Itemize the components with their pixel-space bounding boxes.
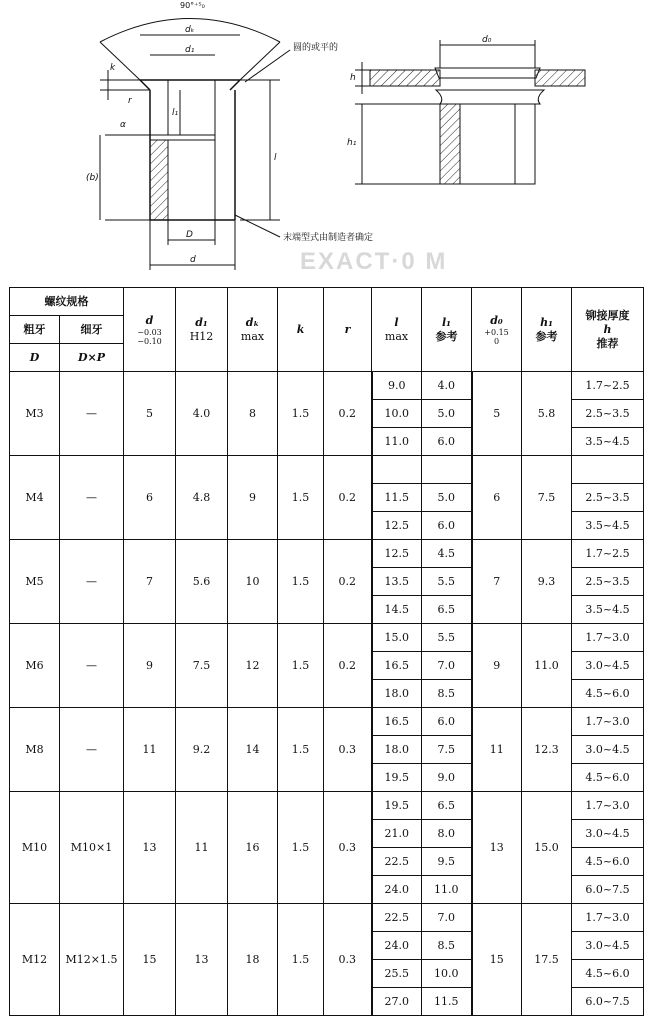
cell-h: 4.5~6.0 (572, 680, 644, 708)
cell-d1: 4.8 (176, 456, 228, 540)
cell-l1: 6.5 (422, 792, 472, 820)
cell-coarse-thread: M8 (10, 708, 60, 792)
b-label: (b) (86, 173, 99, 183)
cell-l1: 5.0 (422, 484, 472, 512)
table-body (10, 372, 644, 1016)
cell-l1: 7.0 (422, 904, 472, 932)
cell-d0: 15 (472, 904, 522, 1016)
cell-d: 5 (124, 372, 176, 456)
dk-label: dₖ (185, 25, 195, 35)
left-view (100, 19, 290, 271)
header-l1: l₁ 参考 (422, 288, 472, 372)
table-header (10, 288, 644, 372)
cell-k: 1.5 (278, 708, 324, 792)
cell-d0: 9 (472, 624, 522, 708)
header-d0: d₀ +0.15 0 (472, 288, 522, 372)
cell-h1: 7.5 (522, 456, 572, 540)
cell-d1: 11 (176, 792, 228, 904)
cell-dk: 8 (228, 372, 278, 456)
cell-d: 9 (124, 624, 176, 708)
cell-l1: 4.5 (422, 540, 472, 568)
cell-l: 25.5 (372, 960, 422, 988)
cell-l: 27.0 (372, 988, 422, 1016)
note-end: 末端型式由制造者确定 (283, 233, 374, 243)
note-round: 圆的或平的 (293, 43, 339, 53)
d0-label: d₀ (482, 35, 492, 45)
h1-label: h₁ (347, 138, 357, 148)
cell-l1: 11.5 (422, 988, 472, 1016)
cell-h: 6.0~7.5 (572, 876, 644, 904)
cell-h: 3.0~4.5 (572, 736, 644, 764)
cell-l: 10.0 (372, 400, 422, 428)
cell-fine-thread: — (60, 540, 124, 624)
cell-h (572, 456, 644, 484)
cell-fine-thread: — (60, 456, 124, 540)
cell-d1: 4.0 (176, 372, 228, 456)
cell-coarse-thread: M10 (10, 792, 60, 904)
D-label: D (186, 230, 193, 240)
cell-l: 15.0 (372, 624, 422, 652)
header-coarse: 粗牙 (10, 316, 60, 344)
cell-l1: 5.5 (422, 624, 472, 652)
cell-k: 1.5 (278, 904, 324, 1016)
cell-d: 7 (124, 540, 176, 624)
table-row (10, 904, 644, 932)
header-l: l max (372, 288, 422, 372)
k-label: k (110, 63, 116, 73)
cell-l: 11.5 (372, 484, 422, 512)
cell-l: 16.5 (372, 652, 422, 680)
cell-l1: 8.5 (422, 932, 472, 960)
angle-label: 90°⁺⁵₀ (180, 1, 205, 10)
cell-h: 6.0~7.5 (572, 988, 644, 1016)
cell-r: 0.2 (324, 456, 372, 540)
cell-fine-thread: M12×1.5 (60, 904, 124, 1016)
cell-dk: 12 (228, 624, 278, 708)
cell-l1: 7.0 (422, 652, 472, 680)
cell-l1: 6.5 (422, 596, 472, 624)
cell-coarse-thread: M12 (10, 904, 60, 1016)
cell-l1: 9.5 (422, 848, 472, 876)
alpha-label: α (120, 120, 126, 130)
cell-h1: 15.0 (522, 792, 572, 904)
right-view (355, 40, 585, 184)
cell-h: 4.5~6.0 (572, 960, 644, 988)
header-dk: dₖ max (228, 288, 278, 372)
watermark: EXACT·0 M (300, 248, 448, 275)
cell-h1: 5.8 (522, 372, 572, 456)
spec-table (9, 287, 644, 1016)
header-fine-sym: D×P (60, 344, 124, 372)
cell-d0: 11 (472, 708, 522, 792)
cell-d1: 13 (176, 904, 228, 1016)
header-fine: 细牙 (60, 316, 124, 344)
cell-r: 0.3 (324, 708, 372, 792)
cell-h: 4.5~6.0 (572, 848, 644, 876)
cell-d1: 7.5 (176, 624, 228, 708)
cell-l: 16.5 (372, 708, 422, 736)
cell-l: 19.5 (372, 792, 422, 820)
header-k: k (278, 288, 324, 372)
cell-l: 12.5 (372, 540, 422, 568)
cell-l1: 9.0 (422, 764, 472, 792)
cell-l1: 5.0 (422, 400, 472, 428)
cell-fine-thread: — (60, 708, 124, 792)
cell-k: 1.5 (278, 624, 324, 708)
cell-l (372, 456, 422, 484)
d-label: d (190, 255, 196, 265)
cell-h: 1.7~2.5 (572, 540, 644, 568)
l-label: l (274, 153, 277, 163)
cell-l1: 10.0 (422, 960, 472, 988)
cell-k: 1.5 (278, 792, 324, 904)
cell-d: 6 (124, 456, 176, 540)
header-thread-spec: 螺纹规格 (10, 288, 124, 316)
cell-fine-thread: M10×1 (60, 792, 124, 904)
cell-l: 13.5 (372, 568, 422, 596)
cell-h: 1.7~3.0 (572, 624, 644, 652)
cell-d0: 5 (472, 372, 522, 456)
cell-l1: 6.0 (422, 428, 472, 456)
cell-k: 1.5 (278, 540, 324, 624)
cell-h: 2.5~3.5 (572, 484, 644, 512)
table-row (10, 624, 644, 652)
header-d1: d₁ H12 (176, 288, 228, 372)
cell-h: 3.5~4.5 (572, 512, 644, 540)
cell-h1: 11.0 (522, 624, 572, 708)
table-row (10, 456, 644, 484)
cell-d0: 6 (472, 456, 522, 540)
header-d: d −0.03 −0.10 (124, 288, 176, 372)
cell-l: 19.5 (372, 764, 422, 792)
cell-d: 15 (124, 904, 176, 1016)
cell-dk: 16 (228, 792, 278, 904)
cell-k: 1.5 (278, 456, 324, 540)
cell-h: 1.7~3.0 (572, 904, 644, 932)
cell-h: 3.5~4.5 (572, 428, 644, 456)
cell-l: 11.0 (372, 428, 422, 456)
table-row (10, 792, 644, 820)
cell-r: 0.2 (324, 540, 372, 624)
table-row (10, 708, 644, 736)
cell-l1: 4.0 (422, 372, 472, 400)
cell-d1: 5.6 (176, 540, 228, 624)
cell-d: 13 (124, 792, 176, 904)
cell-l1: 6.0 (422, 708, 472, 736)
header-coarse-sym: D (10, 344, 60, 372)
cell-r: 0.2 (324, 372, 372, 456)
cell-l: 18.0 (372, 736, 422, 764)
rivet-nut-diagram (0, 0, 650, 285)
table-row (10, 372, 644, 400)
cell-h: 2.5~3.5 (572, 568, 644, 596)
cell-l: 14.5 (372, 596, 422, 624)
cell-coarse-thread: M3 (10, 372, 60, 456)
cell-d: 11 (124, 708, 176, 792)
cell-l: 18.0 (372, 680, 422, 708)
cell-dk: 18 (228, 904, 278, 1016)
cell-l1: 6.0 (422, 512, 472, 540)
cell-h1: 9.3 (522, 540, 572, 624)
cell-r: 0.2 (324, 624, 372, 708)
cell-l1: 11.0 (422, 876, 472, 904)
cell-l: 22.5 (372, 904, 422, 932)
cell-r: 0.3 (324, 792, 372, 904)
cell-l1 (422, 456, 472, 484)
cell-l1: 5.5 (422, 568, 472, 596)
cell-l: 9.0 (372, 372, 422, 400)
cell-h1: 17.5 (522, 904, 572, 1016)
cell-h: 1.7~2.5 (572, 372, 644, 400)
cell-l1: 8.0 (422, 820, 472, 848)
cell-l: 24.0 (372, 876, 422, 904)
cell-h: 3.0~4.5 (572, 652, 644, 680)
cell-l: 22.5 (372, 848, 422, 876)
cell-l1: 7.5 (422, 736, 472, 764)
cell-h: 3.0~4.5 (572, 932, 644, 960)
cell-h: 3.5~4.5 (572, 596, 644, 624)
d1-label: d₁ (185, 45, 195, 55)
h-label: h (350, 73, 356, 83)
cell-h: 1.7~3.0 (572, 792, 644, 820)
cell-l: 12.5 (372, 512, 422, 540)
cell-dk: 9 (228, 456, 278, 540)
cell-l: 24.0 (372, 932, 422, 960)
cell-h1: 12.3 (522, 708, 572, 792)
cell-fine-thread: — (60, 372, 124, 456)
cell-dk: 14 (228, 708, 278, 792)
cell-d0: 13 (472, 792, 522, 904)
header-h: 铆接厚度 h 推荐 (572, 288, 644, 372)
cell-k: 1.5 (278, 372, 324, 456)
cell-h: 2.5~3.5 (572, 400, 644, 428)
cell-h: 3.0~4.5 (572, 820, 644, 848)
cell-fine-thread: — (60, 624, 124, 708)
r-label: r (128, 96, 132, 106)
cell-coarse-thread: M4 (10, 456, 60, 540)
cell-r: 0.3 (324, 904, 372, 1016)
cell-l: 21.0 (372, 820, 422, 848)
cell-d0: 7 (472, 540, 522, 624)
cell-d1: 9.2 (176, 708, 228, 792)
cell-coarse-thread: M6 (10, 624, 60, 708)
header-h1: h₁ 参考 (522, 288, 572, 372)
cell-h: 1.7~3.0 (572, 708, 644, 736)
cell-coarse-thread: M5 (10, 540, 60, 624)
table-row (10, 540, 644, 568)
header-r: r (324, 288, 372, 372)
cell-h: 4.5~6.0 (572, 764, 644, 792)
cell-dk: 10 (228, 540, 278, 624)
cell-l1: 8.5 (422, 680, 472, 708)
l1-label: l₁ (172, 108, 179, 118)
